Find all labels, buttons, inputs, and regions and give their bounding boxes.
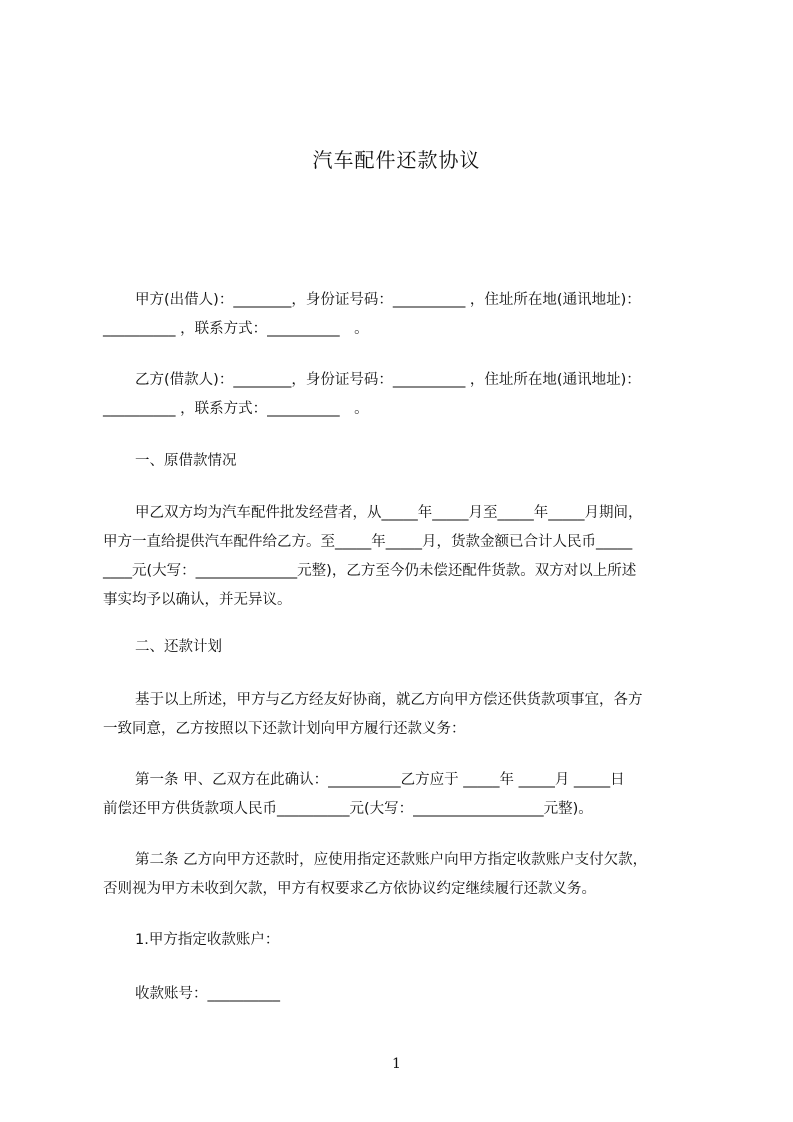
party-a-paragraph xyxy=(103,286,703,344)
party-b-line-2: __________ ，联系方式：__________ 。 xyxy=(103,401,369,417)
section-2-heading-block xyxy=(103,633,703,662)
section-1-heading-block xyxy=(103,447,703,476)
party-a-line-1: 甲方(出借人)：________，身份证号码：__________ ，住址所在地(通讯地址)： xyxy=(135,292,641,308)
section-2-intro-line-2: 一致同意，乙方按照以下还款计划向甲方履行还款义务： xyxy=(103,721,466,737)
account-number-block xyxy=(103,980,703,1009)
account-number-label: 收款账号：__________ xyxy=(135,986,280,1002)
section-2-intro xyxy=(103,686,703,744)
article-1-line-1: 第一条 甲、乙双方在此确认：__________乙方应于 _____年 _____月 _____日 xyxy=(135,772,625,788)
section-2-intro-line-1: 基于以上所述，甲方与乙方经友好协商，就乙方向甲方偿还供货款项事宜，各方 xyxy=(135,692,643,708)
document-title: 汽车配件还款协议 xyxy=(312,148,481,172)
section-1-line-4: 事实均予以确认，并无异议。 xyxy=(103,592,292,608)
section-1-line-3: ____元(大写：______________元整)，乙方至今仍未偿还配件货款。双方对以上所述 xyxy=(103,563,637,579)
section-1-line-1: 甲乙双方均为汽车配件批发经营者，从_____年_____月至_____年_____月期间， xyxy=(135,505,643,521)
item-1-block xyxy=(103,926,703,955)
article-1 xyxy=(103,766,703,824)
party-a-line-2: __________ ，联系方式：__________ 。 xyxy=(103,321,369,337)
article-2 xyxy=(103,846,703,904)
article-2-line-2: 否则视为甲方未收到欠款，甲方有权要求乙方依协议约定继续履行还款义务。 xyxy=(103,881,596,897)
party-b-line-1: 乙方(借款人)：________，身份证号码：__________ ，住址所在地(通讯地址)： xyxy=(135,372,641,388)
page-number: 1 xyxy=(392,1056,401,1072)
section-1-body xyxy=(103,499,703,615)
section-1-heading: 一、原借款情况 xyxy=(135,453,237,469)
item-1-receiving-account: 1.甲方指定收款账户： xyxy=(135,932,280,948)
party-b-paragraph xyxy=(103,366,703,424)
article-1-line-2: 前偿还甲方供货款项人民币__________元(大写：__________________元整)。 xyxy=(103,801,593,817)
article-2-line-1: 第二条 乙方向甲方还款时，应使用指定还款账户向甲方指定收款账户支付欠款， xyxy=(135,852,648,868)
section-2-heading: 二、还款计划 xyxy=(135,639,222,655)
section-1-line-2: 甲方一直给提供汽车配件给乙方。至_____年_____月，货款金额已合计人民币_____ xyxy=(103,534,633,550)
